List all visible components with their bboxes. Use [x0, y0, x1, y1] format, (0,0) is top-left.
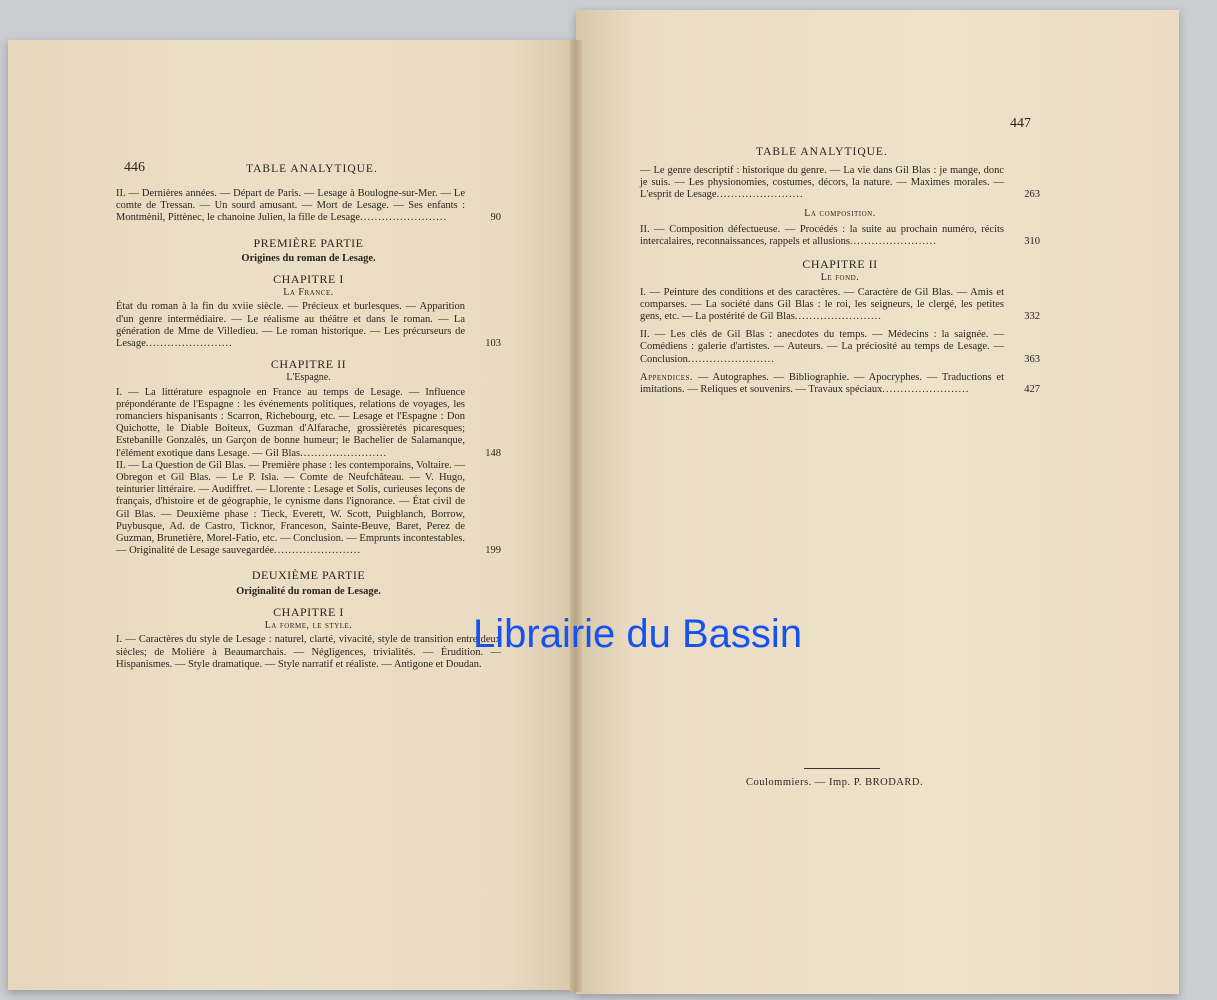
section-title: La France.	[283, 287, 334, 299]
entry-page-number: 427	[1024, 384, 1040, 396]
entry-page-number: 263	[1024, 189, 1040, 201]
toc-entry	[116, 301, 501, 350]
toc-entry	[116, 634, 501, 671]
entry-page-number: 363	[1024, 353, 1040, 365]
entry-text: I. — La littérature espagnole en France au temps de Lesage. — Influence prépondérante de l'Espagne : les événements politiques, relations de voyages, les romanciers hispanisants : Scarron, Richebourg, etc. — Lesage et l'Espagne : Don Quichotte, le Diable Boiteux, Guzman d'Alfarache, grossièretés picaresques; Estebanille Gonzalès, un Garçon de bonne humeur; le Bachelier de Salamanque, l'élément exotique dans Lesage. — Gil Blas	[116, 386, 465, 459]
printer-imprint: Coulommiers. — Imp. P. BRODARD.	[746, 777, 924, 788]
entry-text: II. — Dernières années. — Départ de Paris. — Lesage à Boulogne-sur-Mer. — Le comte de Tressan. — Un sourd amusant. — Mort de Lesage. — Ses enfants : Montmènil, Pittènec, le chanoine Julien, la fille de Lesage	[116, 188, 465, 224]
part-subtitle: Originalité du roman de Lesage.	[236, 585, 381, 597]
toc-entry	[116, 188, 501, 225]
entry-text: II. — Les clés de Gil Blas : anecdotes du temps. — Médecins : la saignée. — Comédiens : galerie d'artistes. — Auteurs. — La préciosité au temps de Lesage. — Conclusion	[640, 329, 1004, 365]
chapter-title: CHAPITRE II	[802, 257, 878, 272]
section-title: L'Espagne.	[286, 372, 331, 384]
entry-text: I. — Caractères du style de Lesage : naturel, clarté, vivacité, style de transition entre deux siècles; de Molière à Beaumarchais. — Négligences, trivialités. — Érudition. — Hispanismes. — Style dramatique. — Style narratif et réaliste. — Antigone et Doudan.	[116, 634, 501, 670]
left-running-head: TABLE ANALYTIQUE.	[246, 163, 378, 175]
part-title: PREMIÈRE PARTIE	[253, 235, 364, 250]
entry-page-number: 148	[485, 447, 501, 459]
toc-entry	[116, 460, 501, 558]
dot-leader: ........................	[300, 447, 388, 459]
toc-entry	[640, 287, 1040, 324]
entry-page-number: 310	[1024, 236, 1040, 248]
entry-page-number: 199	[485, 545, 501, 557]
dot-leader: ........................	[274, 545, 362, 557]
right-running-head: TABLE ANALYTIQUE.	[756, 146, 888, 158]
chapter-title: CHAPITRE I	[273, 272, 344, 287]
dot-leader: ........................	[794, 311, 882, 323]
dot-leader: ........................	[882, 384, 970, 396]
chapter-title: CHAPITRE I	[273, 604, 344, 619]
section-title: La composition.	[804, 207, 876, 219]
dot-leader: ........................	[360, 212, 448, 224]
part-title: DEUXIÈME PARTIE	[251, 568, 366, 583]
toc-entry	[116, 387, 501, 460]
entry-text: — Le genre descriptif : historique du genre. — La vie dans Gil Blas : je mange, donc je suis. — Les physionomies, costumes, décors, la nature. — Maximes morales. — L'esprit de Lesage	[640, 165, 1004, 201]
right-page-number: 447	[1010, 116, 1031, 131]
entry-text: II. — La Question de Gil Blas. — Première phase : les contemporains, Voltaire. — Obregon et Gil Blas. — Le P. Isla. — Comte de Neufchâteau. — V. Hugo, teinturier littéraire. — Audiffret. — Llorente : Lesage et Solis, curieuses leçons de français, d'histoire et de géographie, le cynisme dans l'ignorance. — État civil de Gil Blas. — Deuxième phase : Tieck, Everett, W. Scott, Puigblanch, Borrow, Puybusque, Ad. de Castro, Ticknor, Franceson, Sainte-Beuve, Baret, Perez de Guzman, Brunetière, Morel-Fatio, etc. — Conclusion. — Emprunts incontestables. — Originalité de Lesage sauvegardée	[116, 459, 465, 557]
chapter-title: CHAPITRE II	[270, 357, 347, 372]
right-column	[640, 165, 1040, 396]
part-subtitle: Origines du roman de Lesage.	[241, 252, 376, 264]
dot-leader: ........................	[145, 338, 233, 350]
entry-text: I. — Peinture des conditions et des caractères. — Caractère de Gil Blas. — Amis et comparses. — La société dans Gil Blas : le roi, les seigneurs, le clergé, les petites gens, etc. — La postérité de Gil Blas	[640, 286, 1004, 323]
entry-page-number: 103	[485, 338, 501, 350]
entry-page-number: 332	[1024, 311, 1040, 323]
dot-leader: ........................	[849, 236, 937, 248]
entry-text: État du roman à la fin du xviie siècle. — Précieux et burlesques. — Apparition d'un genre intermédiaire. — Le réalisme au théâtre et dans le roman. — La génération de Mme de Villedieu. — Le roman historique. — Les précurseurs de Lesage	[116, 301, 465, 350]
toc-entry	[640, 224, 1040, 248]
toc-entry	[640, 329, 1040, 366]
entry-page-number: 90	[490, 212, 501, 224]
entry-text: — Autographes. — Bibliographie. — Apocryphes. — Traductions et imitations. — Reliques et souvenirs. — Travaux spéciaux	[640, 371, 1004, 396]
dot-leader: ........................	[687, 353, 775, 365]
appendices-label: Appendices.	[640, 371, 694, 383]
watermark-text: Librairie du Bassin	[473, 612, 803, 656]
toc-entry	[640, 372, 1040, 396]
entry-text: II. — Composition défectueuse. — Procédés : la suite au prochain numéro, récits intercalaires, reconnaissances, rappels et allusions	[640, 223, 1004, 248]
dot-leader: ........................	[716, 189, 804, 201]
section-title: Le fond.	[820, 272, 860, 284]
section-title: La forme, le style.	[264, 620, 353, 632]
left-column	[116, 188, 501, 671]
book-gutter	[570, 40, 582, 992]
left-page-number: 446	[124, 160, 145, 175]
divider-rule	[804, 768, 880, 769]
toc-entry	[640, 165, 1040, 202]
